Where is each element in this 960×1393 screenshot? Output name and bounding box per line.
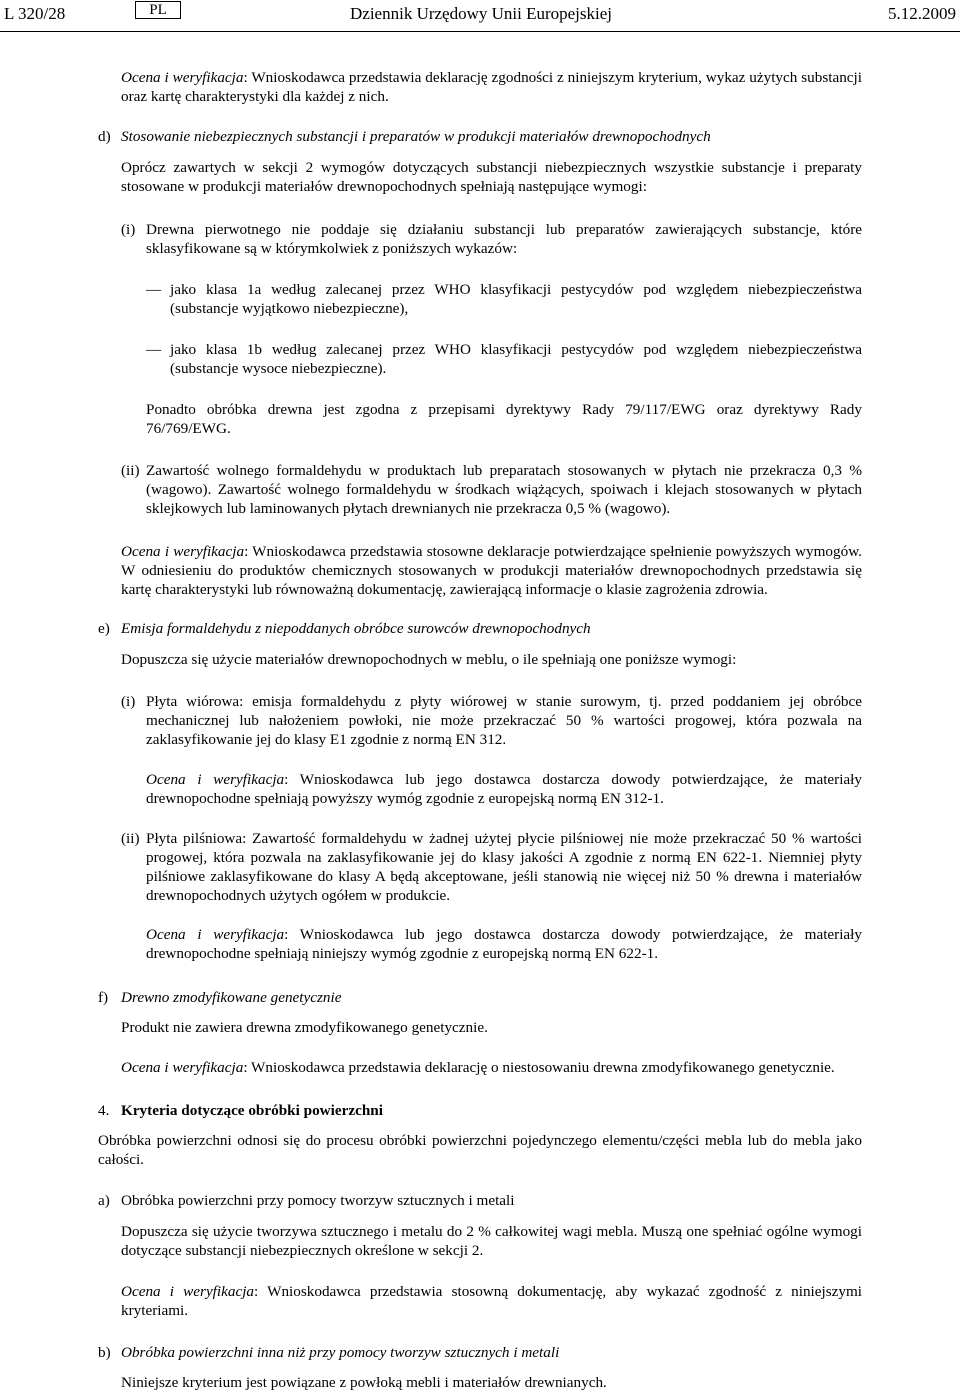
item-e-i-marker: (i) — [121, 693, 136, 710]
section-e-title: Emisja formaldehydu z niepoddanych obróbce surowców drewnopochodnych — [121, 620, 591, 637]
dash-item-2: jako klasa 1b według zalecanej przez WHO klasyfikacji pestycydów pod względem niebezpieczeństwa (substancje wysoce niebezpieczne). — [170, 341, 862, 377]
item-d-i-extra: Ponadto obróbka drewna jest zgodna z przepisami dyrektywy Rady 79/117/EWG oraz dyrektywy Rady 76/769/EWG. — [146, 401, 862, 437]
dash-item-1: jako klasa 1a według zalecanej przez WHO klasyfikacji pestycydów pod względem niebezpieczeństwa (substancje wyjątkowo niebezpieczne), — [170, 281, 862, 317]
item-e-ii-marker: (ii) — [121, 830, 140, 847]
item-e-i-verification: Ocena i weryfikacja: Wnioskodawca lub jego dostawca dostarcza dowody potwierdzające, że materiały drewnopochodne spełniają powyższy wymóg zgodnie z europejską normą EN 312-1. — [146, 771, 862, 807]
section-a-verification: Ocena i weryfikacja: Wnioskodawca przedstawia stosowną dokumentację, aby wykazać zgodność z niniejszymi kryteriami. — [121, 1283, 862, 1319]
section-a-text: Dopuszcza się użycie tworzywa sztucznego i metalu do 2 % całkowitej wagi mebla. Muszą one spełniać ogólne wymogi dotyczące substancji niebezpiecznych określone w sekcji 2. — [121, 1223, 862, 1259]
section-d-verification: Ocena i weryfikacja: Wnioskodawca przedstawia stosowne deklaracje potwierdzające spełnienie powyższych wymogów. W odniesieniu do produktów chemicznych stosowanych w produkcji materiałów drewnopochodnych przedstawia się kartę charakterystyki lub równoważną dokumentację, zawierającą informacje o klasie zagrożenia zdrowia. — [121, 543, 862, 598]
page-number: L 320/28 — [4, 4, 66, 23]
item-d-i-marker: (i) — [121, 221, 136, 238]
section-f-marker: f) — [98, 989, 109, 1006]
item-e-ii-text: Płyta pilśniowa: Zawartość formaldehydu w żadnej użytej płycie pilśniowej nie może przekraczać 50 % wartości progowej, która pozwala na zaklasyfikowanie jej do klasy jakości A zgodnie z normą EN 622-1. Niemniej płyty pilśniowe zaklasyfikowane do klasy A będą akceptowane, jeśli stanowią nie więcej niż 50 % drewna i materiałów drewnopochodnych użytych ogółem w produkcie. — [146, 830, 862, 904]
verification-paragraph: Ocena i weryfikacja: Wnioskodawca przedstawia deklarację zgodności z niniejszym kryterium, wykaz użytych substancji oraz kartę charakterystyki dla każdej z nich. — [121, 69, 862, 105]
section-d-marker: d) — [98, 128, 111, 145]
header-rule — [0, 31, 960, 32]
section-d-intro: Oprócz zawartych w sekcji 2 wymogów dotyczących substancji niebezpiecznych wszystkie substancje i preparaty stosowane w produkcji materiałów drewnopochodnych spełniają następujące wymogi: — [121, 159, 862, 195]
item-e-ii-verification: Ocena i weryfikacja: Wnioskodawca lub jego dostawca dostarcza dowody potwierdzające, że materiały drewnopochodne spełniają niniejszy wymóg zgodnie z europejską normą EN 622-1. — [146, 926, 862, 962]
section-f-text: Produkt nie zawiera drewna zmodyfikowanego genetycznie. — [121, 1019, 488, 1036]
journal-title: Dziennik Urzędowy Unii Europejskiej — [350, 4, 613, 23]
item-d-i-text: Drewna pierwotnego nie poddaje się działaniu substancji lub preparatów zawierających substancje, które sklasyfikowane są w którymkolwiek z poniższych wykazów: — [146, 221, 862, 257]
item-d-ii-marker: (ii) — [121, 462, 140, 479]
section-4-intro: Obróbka powierzchni odnosi się do procesu obróbki powierzchni pojedynczego elementu/części mebla lub do mebla jako całości. — [98, 1132, 862, 1168]
section-e-intro: Dopuszcza się użycie materiałów drewnopochodnych w meblu, o ile spełniają one poniższe wymogi: — [121, 651, 737, 668]
page-header — [0, 0, 960, 32]
section-d-title: Stosowanie niebezpiecznych substancji i preparatów w produkcji materiałów drewnopochodnych — [121, 128, 711, 145]
section-a-marker: a) — [98, 1192, 110, 1209]
item-d-ii-text: Zawartość wolnego formaldehydu w produktach lub preparatach stosowanych w płytach nie przekracza 0,3 % (wagowo). Zawartość wolnego formaldehydu w środkach wiążących, spoiwach i klejach stosowanych w płytach sklejkowych lub laminowanych płytach drewnianych nie przekracza 0,5 % (wagowo). — [146, 462, 862, 517]
section-4-marker: 4. — [98, 1102, 110, 1119]
section-e-marker: e) — [98, 620, 110, 637]
section-f-verification: Ocena i weryfikacja: Wnioskodawca przedstawia deklarację o niestosowaniu drewna zmodyfikowanego genetycznie. — [121, 1059, 835, 1076]
section-a-title: Obróbka powierzchni przy pomocy tworzyw sztucznych i metali — [121, 1192, 515, 1209]
dash-marker: — — [146, 341, 162, 358]
item-e-i-text: Płyta wiórowa: emisja formaldehydu z płyty wiórowej w stanie surowym, tj. przed poddaniem jej obróbce mechanicznej lub nałożeniem powłoki, nie może przekraczać 50 % wartości progowej, która pozwala na zaklasyfikowanie jej do klasy E1 zgodnie z normą EN 312. — [146, 693, 862, 748]
section-f-title: Drewno zmodyfikowane genetycznie — [121, 989, 342, 1006]
section-b-marker: b) — [98, 1344, 111, 1361]
language-box: PL — [135, 1, 181, 19]
publication-date: 5.12.2009 — [888, 4, 956, 23]
dash-marker: — — [146, 281, 162, 298]
section-b-text: Niniejsze kryterium jest powiązane z powłoką mebli i materiałów drewnianych. — [121, 1374, 607, 1391]
section-4-title: Kryteria dotyczące obróbki powierzchni — [121, 1102, 383, 1119]
section-b-title: Obróbka powierzchni inna niż przy pomocy tworzyw sztucznych i metali — [121, 1344, 560, 1361]
